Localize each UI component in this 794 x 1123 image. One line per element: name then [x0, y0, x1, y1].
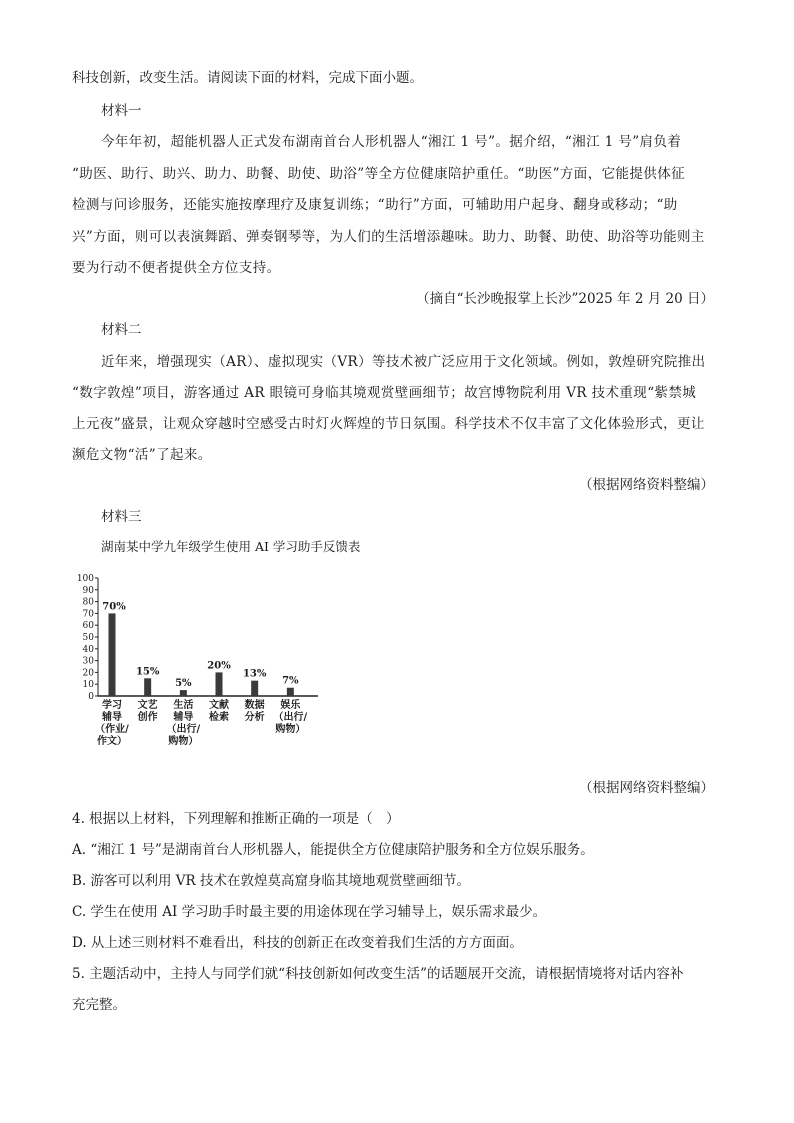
bar-value-label: 70%	[102, 601, 126, 613]
category-label: 文艺	[137, 700, 158, 711]
bar-value-label: 13%	[242, 668, 267, 680]
category-label: 创作	[137, 712, 158, 723]
chart-svg	[70, 568, 330, 758]
question4-stem: 4. 根据以上材料，下列理解和推断正确的一项是（ ）	[72, 811, 400, 827]
bar-value-label: 5%	[175, 678, 192, 690]
y-tick-label: 90	[82, 585, 94, 596]
bar	[287, 688, 294, 696]
category-label: 购物）	[275, 724, 306, 735]
bar-value-label: 7%	[282, 675, 299, 687]
bar	[216, 672, 223, 696]
material1-line: 要为行动不便者提供全方位支持。	[72, 260, 281, 276]
ai-assistant-bar-chart	[70, 568, 330, 758]
chart-caption: 湖南某中学九年级学生使用 AI 学习助手反馈表	[101, 539, 361, 554]
y-tick-label: 30	[82, 656, 94, 667]
bar	[180, 690, 187, 696]
material2-line: 濒危文物“活”了起来。	[72, 447, 212, 463]
material1-heading: 材料一	[101, 103, 142, 119]
question4-option-b[interactable]: B. 游客可以利用 VR 技术在敦煌莫高窟身临其境地观赏壁画细节。	[72, 873, 470, 889]
material1-line: 检测与问诊服务，还能实施按摩理疗及康复训练；“助行”方面，可辅助用户起身、翻身或移动；“助	[72, 197, 678, 213]
bar-value-label: 15%	[135, 666, 160, 678]
category-label: 文献	[209, 700, 229, 711]
material2-line: 上元夜”盛景，让观众穿越时空感受古时灯火辉煌的节日氛围。科学技术不仅丰富了文化体验形式，更让	[72, 416, 705, 432]
material3-heading: 材料三	[101, 509, 142, 525]
material1-line: 今年年初，超能机器人正式发布湖南首台人形机器人“湘江 1 号”。据介绍，“湘江 1 号”肩负着	[101, 134, 682, 150]
category-label: 娱乐	[280, 700, 301, 711]
y-tick-label: 50	[82, 633, 94, 643]
material2-heading: 材料二	[101, 322, 142, 338]
bar	[251, 681, 258, 696]
bar	[144, 678, 151, 696]
category-label: 辅导	[102, 712, 122, 723]
material1-line: “助医、助行、助兴、助力、助餐、助使、助浴”等全方位健康陪护重任。“助医”方面，它能提供体征	[72, 166, 686, 182]
material2-source: （根据网络资料整编）	[579, 477, 714, 493]
category-label: （作业/	[95, 724, 129, 735]
category-label: 生活	[173, 700, 194, 711]
category-label: 数据	[244, 700, 265, 711]
y-tick-label: 0	[88, 692, 94, 702]
material3-source: （根据网络资料整编）	[579, 780, 714, 796]
intro-text: 科技创新，改变生活。请阅读下面的材料，完成下面小题。	[72, 70, 423, 86]
y-tick-label: 80	[82, 597, 94, 608]
question4-option-c[interactable]: C. 学生在使用 AI 学习助手时最主要的用途体现在学习辅导上，娱乐需求最少。	[72, 904, 547, 920]
y-tick-label: 60	[82, 621, 94, 632]
material1-source: （摘自“长沙晚报掌上长沙”2025 年 2 月 20 日）	[416, 291, 714, 307]
y-tick-label: 10	[82, 680, 94, 691]
category-label: 购物）	[168, 736, 199, 747]
category-label: 学习	[102, 700, 122, 711]
question4-option-d[interactable]: D. 从上述三则材料不难看出，科技的创新正在改变着我们生活的方方面面。	[72, 935, 523, 951]
category-label: （出行/	[273, 712, 308, 723]
question4-option-a[interactable]: A. “湘江 1 号”是湖南首台人形机器人，能提供全方位健康陪护服务和全方位娱乐服务。	[72, 842, 594, 858]
question5-line: 5. 主题活动中，主持人与同学们就“科技创新如何改变生活”的话题展开交流，请根据情境将对话内容补	[72, 966, 684, 982]
category-label: 辅导	[173, 712, 194, 723]
category-label: （出行/	[166, 724, 201, 735]
category-label: 作文）	[97, 736, 127, 747]
material2-line: 近年来，增强现实（AR）、虚拟现实（VR）等技术被广泛应用于文化领域。例如，敦煌研究院推出	[101, 354, 706, 370]
material2-line: “数字敦煌”项目，游客通过 AR 眼镜可身临其境观赏壁画细节；故宫博物院利用 VR 技术重现“紫禁城	[72, 385, 697, 401]
category-label: 检索	[209, 712, 229, 723]
y-tick-label: 70	[82, 609, 94, 620]
bar	[109, 613, 116, 696]
question5-line: 充完整。	[72, 997, 126, 1013]
bar-value-label: 20%	[207, 660, 231, 672]
y-tick-label: 20	[82, 668, 94, 679]
y-tick-label: 40	[82, 644, 94, 655]
category-label: 分析	[244, 712, 265, 723]
material1-line: 兴”方面，则可以表演舞蹈、弹奏钢琴等，为人们的生活增添趣味。助力、助餐、助使、助浴等功能则主	[72, 229, 705, 245]
y-tick-label: 100	[76, 574, 94, 584]
